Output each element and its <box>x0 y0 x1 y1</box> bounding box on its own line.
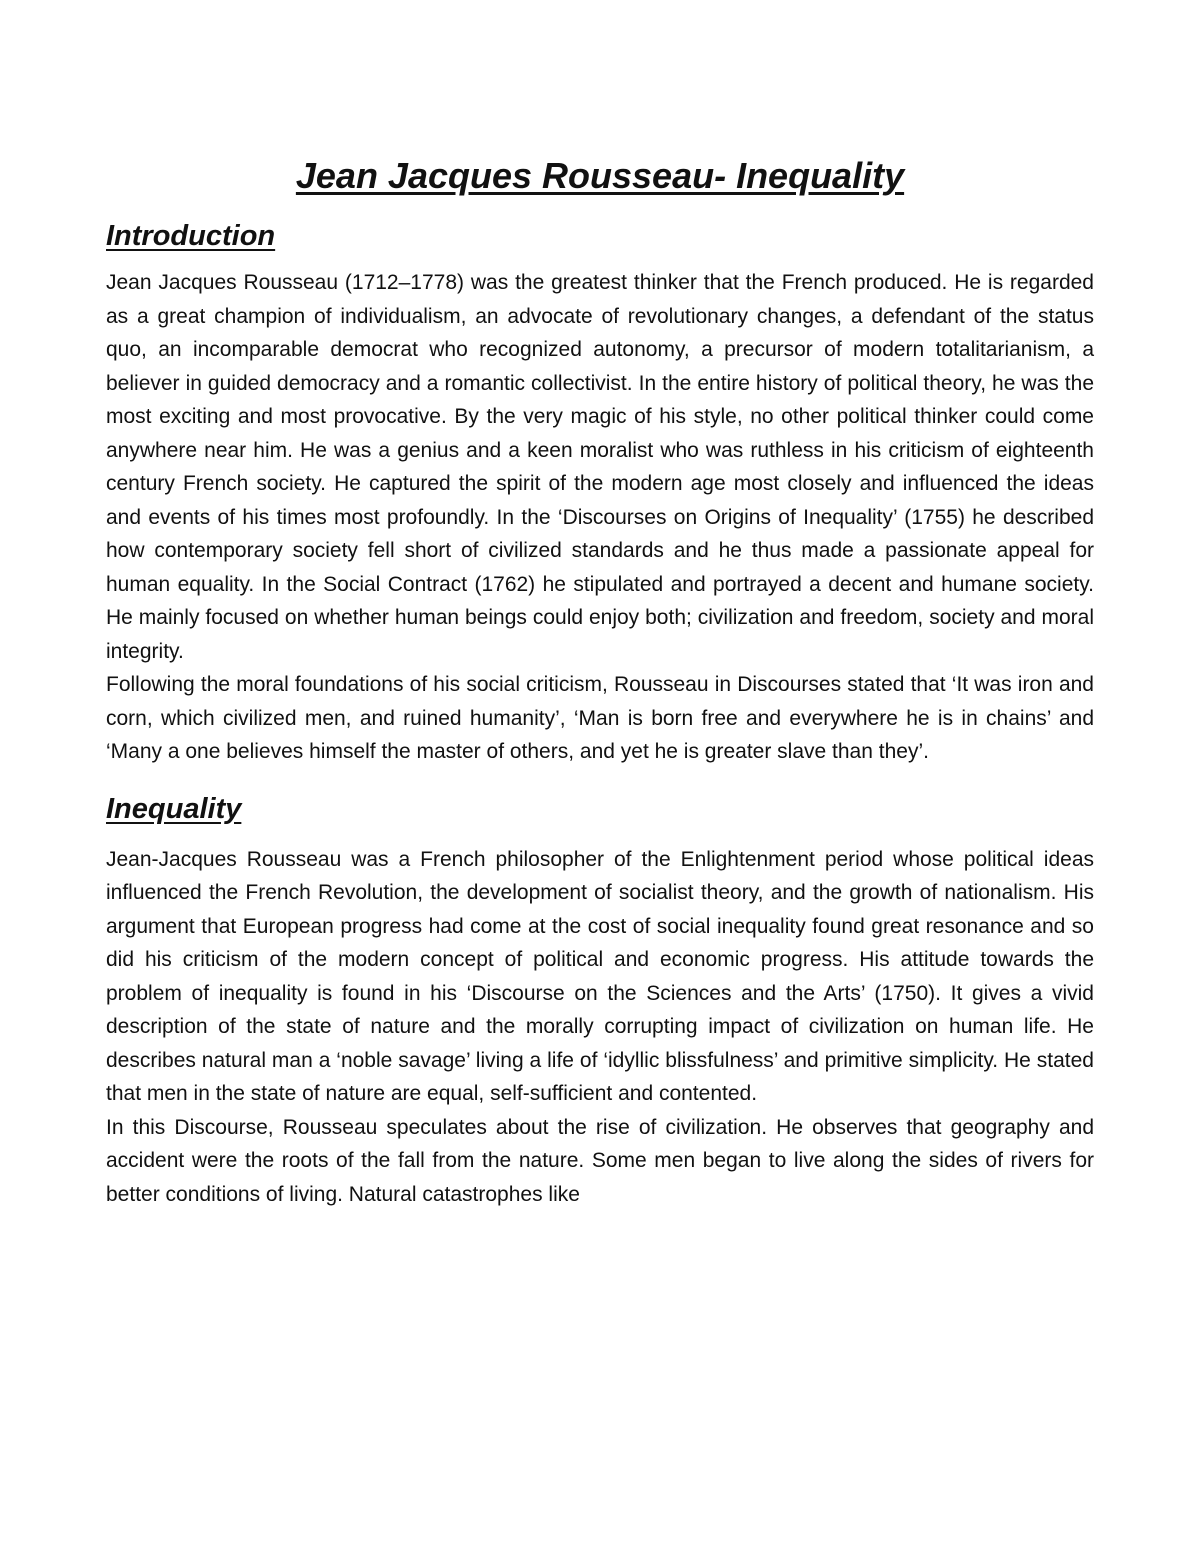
paragraph: In this Discourse, Rousseau speculates about the rise of civilization. He observes that geography and accident were the roots of the fall from the nature. Some men began to live along the sides of rivers for better conditions of living. Natural catastrophes like <box>106 1115 1094 1206</box>
paragraph: Jean-Jacques Rousseau was a French philosopher of the Enlightenment period whose political ideas influenced the French Revolution, the development of socialist theory, and the growth of nationalism. His argument that European progress had come at the cost of social inequality found great resonance and so did his criticism of the modern concept of political and economic progress. His attitude towards the problem of inequality is found in his ‘Discourse on the Sciences and the Arts’ (1750). It gives a vivid description of the state of nature and the morally corrupting impact of civilization on human life. He describes natural man a ‘noble savage’ living a life of ‘idyllic blissfulness’ and primitive simplicity. He stated that men in the state of nature are equal, self-sufficient and contented. <box>106 847 1094 1105</box>
document-title: Jean Jacques Rousseau- Inequality <box>295 155 905 196</box>
section-inequality <box>106 789 1094 1212</box>
paragraph: Jean Jacques Rousseau (1712–1778) was the greatest thinker that the French produced. He is regarded as a great champion of individualism, an advocate of revolutionary changes, a defendant of the status quo, an incomparable democrat who recognized autonomy, a precursor of modern totalitarianism, a believer in guided democracy and a romantic collectivist. In the entire history of political theory, he was the most exciting and most provocative. By the very magic of his style, no other political thinker could come anywhere near him. He was a genius and a keen moralist who was ruthless in his criticism of eighteenth century French society. He captured the spirit of the modern age most closely and influenced the ideas and events of his times most profoundly. In the ‘Discourses on Origins of Inequality’ (1755) he described how contemporary society fell short of civilized standards and he thus made a passionate appeal for human equality. In the Social Contract (1762) he stipulated and portrayed a decent and humane society. He mainly focused on whether human beings could enjoy both; civilization and freedom, society and moral integrity. <box>106 271 1094 663</box>
section-heading-introduction: Introduction <box>106 220 276 252</box>
section-heading-inequality: Inequality <box>106 792 242 825</box>
paragraph: Following the moral foundations of his social criticism, Rousseau in Discourses stated that ‘It was iron and corn, which civilized men, and ruined humanity’, ‘Man is born free and everywhere he is in chains’ and ‘Many a one believes himself the master of others, and yet he is greater slave than they’. <box>106 673 1094 763</box>
document-page <box>106 150 1094 1211</box>
section-introduction <box>106 216 1094 769</box>
